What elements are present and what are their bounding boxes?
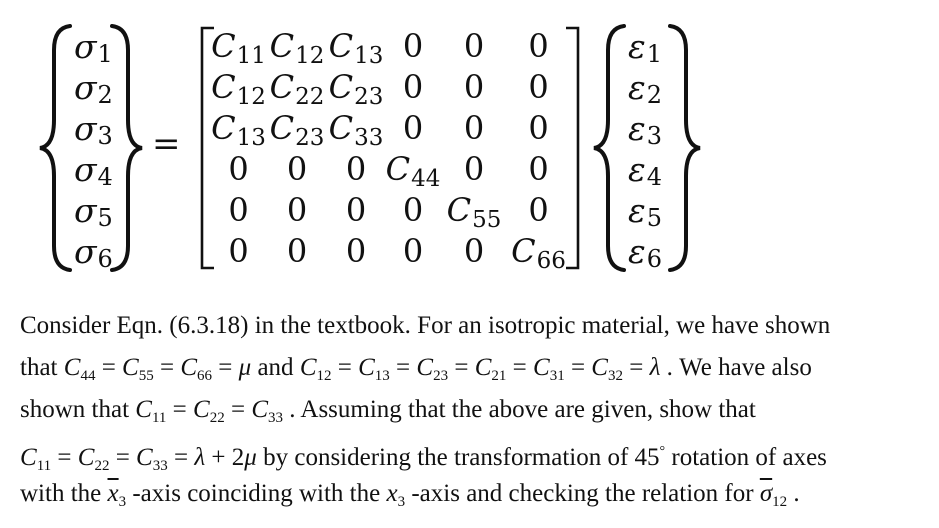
strain-component: ε4 [628,150,662,191]
stress-component: σ1 [74,27,113,68]
matrix-cell: $C_{12}$ [211,68,266,110]
matrix-cell: $C_{33}$ [328,109,384,151]
strain-component: ε6 [628,232,662,273]
matrix-cell: 0 [402,232,424,270]
stress-component: σ5 [74,191,113,232]
problem-line-3: shown that $C_{11} = C_{22} = C_{33}$ . Assuming that the above are given, show that [20,396,756,426]
matrix-cell: $C_{13}$ [328,27,384,69]
strain-component: ε2 [628,68,662,109]
matrix-cell: 0 [286,232,308,270]
matrix-cell: 0 [228,150,249,188]
left-brace-epsilon [594,26,624,270]
problem-line-1: Consider Eqn. (6.3.18) in the textbook. For an isotropic material, we have shown [20,312,831,339]
stiffness-matrix [210,26,570,272]
matrix-cell: 0 [528,27,549,65]
matrix-cell: 0 [345,191,367,229]
matrix-cell: $C_{55}$ [446,191,502,233]
matrix-cell: 0 [345,150,367,188]
left-brace-sigma [40,26,70,270]
matrix-cell: 0 [463,150,485,188]
matrix-cell: 0 [228,191,249,229]
matrix-cell: 0 [402,27,424,65]
problem-line-2: that $C_{44} = C_{55} = C_{66} = \mu$ and $C_{12} = C_{13} = C_{23} = C_{21} = C_{31} = C_{32} = \lambda$ . We have also [20,354,812,384]
matrix-cell: 0 [528,191,549,229]
matrix-cell: $C_{22}$ [269,68,325,110]
matrix-cell: 0 [345,232,367,270]
matrix-cell: 0 [402,191,424,229]
matrix-cell: 0 [528,68,549,106]
strain-vector [628,26,676,272]
stress-component: σ3 [74,109,113,150]
problem-line-4: $C_{11} = C_{22} = C_{33} = \lambda + 2\mu$ by considering the transformation of 45° rotation of axes [20,444,827,474]
stress-component: σ4 [74,150,113,191]
matrix-cell: $C_{12}$ [269,27,325,69]
strain-component: ε1 [628,27,662,68]
matrix-cell: 0 [286,191,308,229]
equals-sign: = [152,124,181,164]
problem-statement [20,305,932,515]
problem-line-5: with the $\overline{x}_3$ -axis coinciding with the $x_3$ -axis and checking the relation for $\overline{\sigma}_{12}$ . [20,480,800,510]
matrix-cell: 0 [402,109,424,147]
matrix-cell: 0 [463,232,485,270]
matrix-cell: $C_{11}$ [211,27,266,69]
matrix-cell: $C_{44}$ [385,150,441,192]
matrix-cell: 0 [463,68,485,106]
matrix-cell: 0 [528,150,549,188]
matrix-cell: $C_{66}$ [511,232,566,274]
stress-component: σ6 [74,232,113,273]
matrix-cell: 0 [528,109,549,147]
matrix-cell: 0 [402,68,424,106]
matrix-cell: $C_{23}$ [269,109,325,151]
matrix-cell: $C_{13}$ [211,109,266,151]
matrix-cell: 0 [228,232,249,270]
matrix-cell: 0 [286,150,308,188]
stress-component: σ2 [74,68,113,109]
matrix-cell: 0 [463,27,485,65]
matrix-cell: 0 [463,109,485,147]
stress-vector [74,26,134,272]
strain-component: ε5 [628,191,662,232]
strain-component: ε3 [628,109,662,150]
matrix-cell: $C_{23}$ [328,68,384,110]
